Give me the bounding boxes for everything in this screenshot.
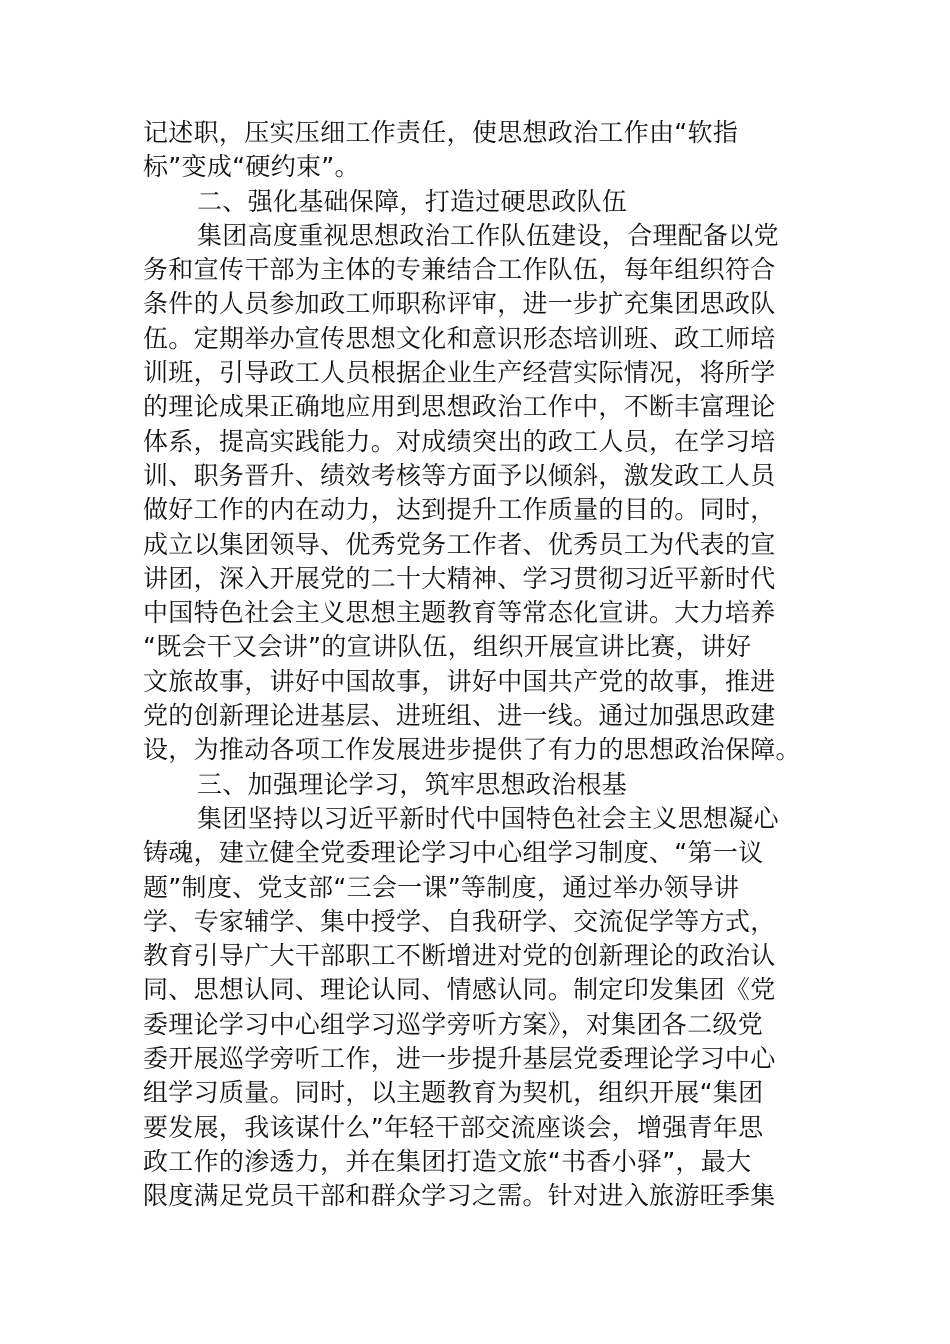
text-line: 训班，引导政工人员根据企业生产经营实际情况，将所学 (143, 358, 776, 388)
text-line: 记述职，压实压细工作责任，使思想政治工作由“软指 (143, 118, 739, 147)
text-line: 铸魂，建立健全党委理论学习中心组学习制度、“第一议 (143, 838, 764, 868)
document-page (143, 116, 809, 1214)
text-line: 设，为推动各项工作发展进步提供了有力的思想政治保障。 (143, 735, 801, 765)
text-line: 学、专家辅学、集中授学、自我研学、交流促学等方式， (143, 906, 776, 936)
text-line: 标”变成“硬约束”。 (143, 152, 360, 182)
text-line: 要发展，我该谋什么”年轻干部交流座谈会，增强青年思 (143, 1112, 764, 1142)
text-line: 讲团，深入开展党的二十大精神、学习贯彻习近平新时代 (143, 563, 776, 593)
text-line: 党的创新理论进基层、进班组、进一线。通过加强思政建 (143, 701, 776, 731)
text-line: 的理论成果正确地应用到思想政治工作中，不断丰富理论 (143, 392, 776, 422)
text-line: 中国特色社会主义思想主题教育等常态化宣讲。大力培养 (143, 598, 776, 628)
text-line: 题”制度、党支部“三会一课”等制度，通过举办领导讲 (143, 872, 740, 902)
text-line: 集团坚持以习近平新时代中国特色社会主义思想凝心 (197, 803, 779, 833)
text-line: 文旅故事，讲好中国故事，讲好中国共产党的故事，推进 (143, 666, 776, 696)
text-line: 务和宣传干部为主体的专兼结合工作队伍，每年组织符合 (143, 255, 776, 285)
text-line: 委开展巡学旁听工作，进一步提升基层党委理论学习中心 (143, 1044, 776, 1074)
text-line: 集团高度重视思想政治工作队伍建设，合理配备以党 (197, 220, 779, 250)
text-line: 做好工作的内在动力，达到提升工作质量的目的。同时， (143, 495, 776, 525)
text-line: “既会干又会讲”的宣讲队伍，组织开展宣讲比赛，讲好 (143, 632, 752, 662)
text-line: 组学习质量。同时，以主题教育为契机，组织开展“集团 (143, 1078, 764, 1108)
section-heading: 二、强化基础保障，打造过硬思政队伍 (197, 186, 628, 216)
text-line: 委理论学习中心组学习巡学旁听方案》，对集团各二级党 (143, 1009, 764, 1039)
text-line: 条件的人员参加政工师职称评审，进一步扩充集团思政队 (143, 289, 776, 319)
text-line: 政工作的渗透力，并在集团打造文旅“书香小驿”，最大 (143, 1146, 752, 1176)
text-line: 限度满足党员干部和群众学习之需。针对进入旅游旺季集 (143, 1181, 776, 1211)
text-line: 体系，提高实践能力。对成绩突出的政工人员，在学习培 (143, 426, 776, 456)
text-line: 同、思想认同、理论认同、情感认同。制定印发集团《党 (143, 975, 776, 1005)
text-line: 伍。定期举办宣传思想文化和意识形态培训班、政工师培 (143, 323, 776, 353)
text-line: 训、职务晋升、绩效考核等方面予以倾斜，激发政工人员 (143, 460, 776, 490)
section-heading: 三、加强理论学习，筑牢思想政治根基 (197, 769, 628, 799)
text-line: 教育引导广大干部职工不断增进对党的创新理论的政治认 (143, 941, 776, 971)
text-line: 成立以集团领导、优秀党务工作者、优秀员工为代表的宣 (143, 529, 776, 559)
